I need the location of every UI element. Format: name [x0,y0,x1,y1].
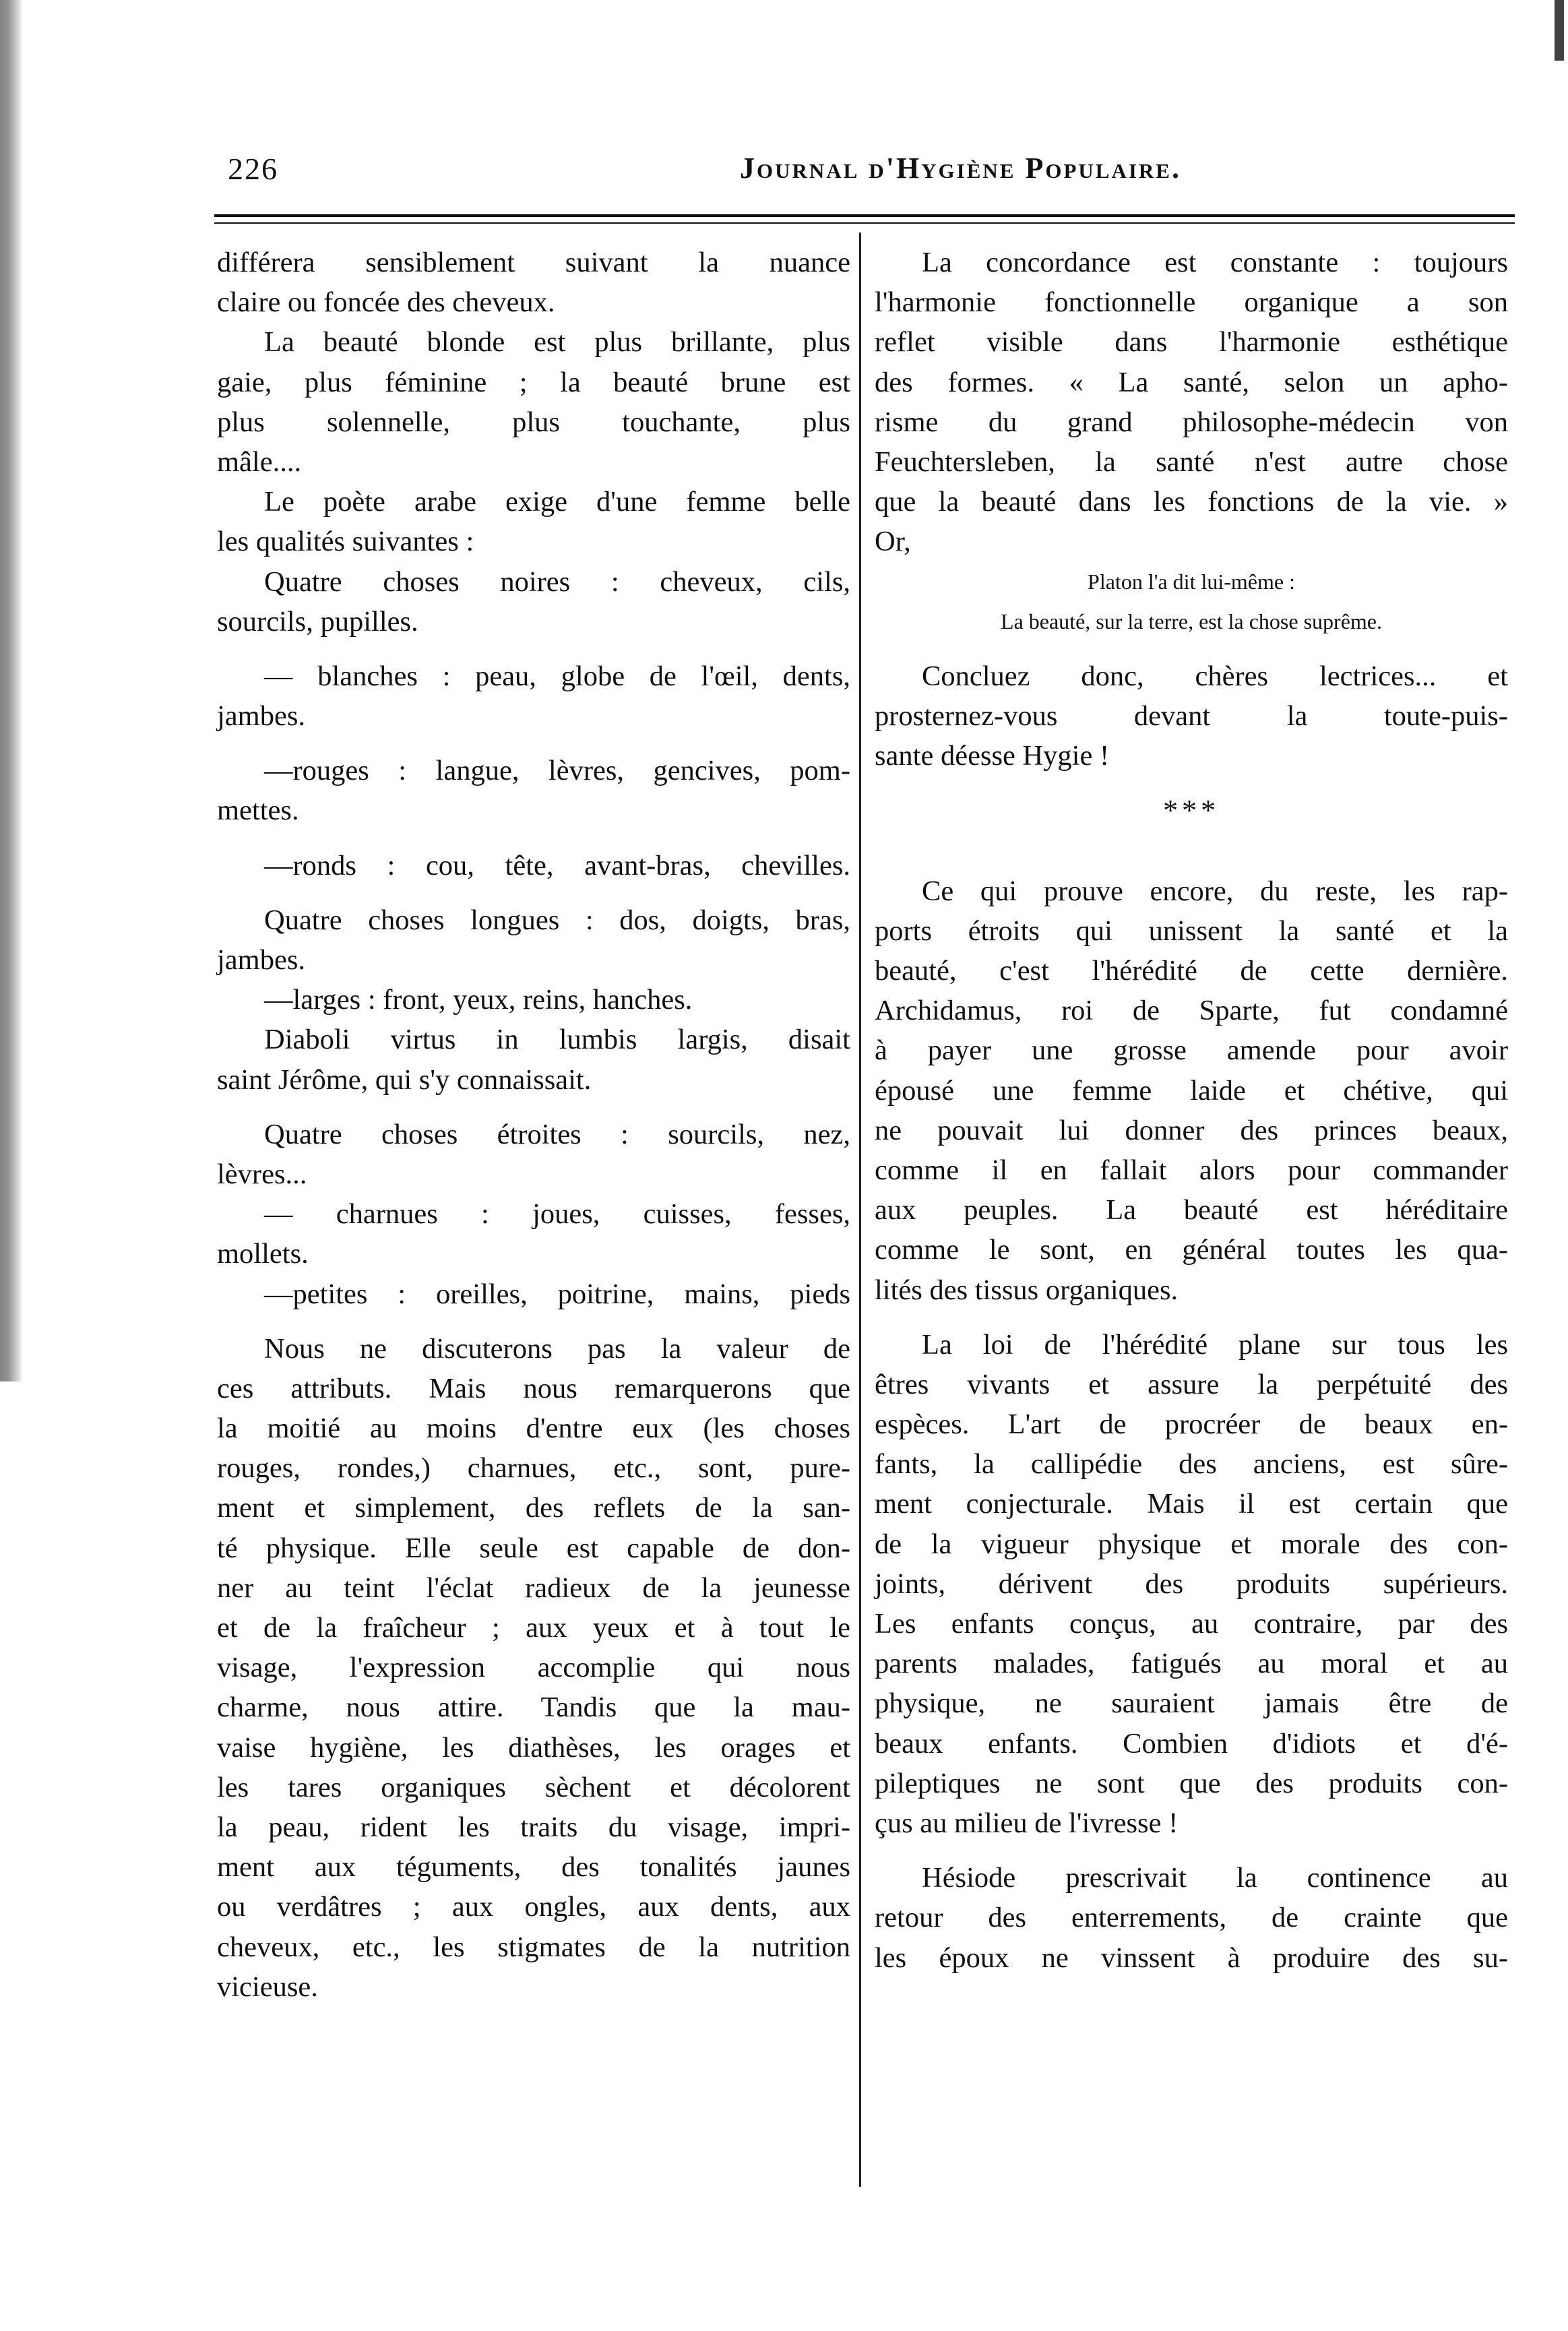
text-line: Hésiode prescrivait la continence au [922,1862,1508,1894]
text-line: parents malades, fatigués au moral et au [875,1648,1508,1680]
column-divider [859,232,861,2187]
text-line: la peau, rident les traits du visage, impri- [217,1811,850,1843]
text-line: La beauté blonde est plus brillante, plus [264,326,850,359]
text-line: ment et simplement, des reflets de la san- [217,1492,850,1524]
text-line: La loi de l'hérédité plane sur tous les [922,1328,1508,1361]
text-line: épousé une femme laide et chétive, qui [875,1074,1508,1107]
text-line: les qualités suivantes : [217,526,474,558]
text-line: —larges : front, yeux, reins, hanches. [264,984,693,1016]
text-line: Nous ne discuterons pas la valeur de [264,1332,850,1365]
text-line: té physique. Elle seule est capable de don- [217,1532,850,1564]
text-line: la moitié au moins d'entre eux (les choses [217,1412,850,1445]
text-line: charme, nous attire. Tandis que la mau- [217,1691,850,1724]
text-line: joints, dérivent des produits supérieurs. [875,1567,1508,1600]
text-line: mettes. [217,795,299,827]
running-title: Journal d'Hygiène Populaire. [740,152,1181,185]
text-line: prosternez-vous devant la toute-puis- [875,700,1508,733]
text-line: —ronds : cou, tête, avant-bras, chevilles. [264,849,850,881]
text-line: Concluez donc, chères lectrices... et [922,660,1508,692]
text-line: différera sensiblement suivant la nuance [217,247,850,278]
text-line: —petites : oreilles, poitrine, mains, pieds [264,1278,850,1310]
text-line: Quatre choses noires : cheveux, cils, [264,565,850,598]
scan-edge-shadow [0,0,23,1381]
text-line: — blanches : peau, globe de l'œil, dents, [264,660,850,692]
text-line: Quatre choses étroites : sourcils, nez, [264,1118,850,1150]
text-line: claire ou foncée des cheveux. [217,286,555,319]
text-line: beauté, c'est l'hérédité de cette dernière. [875,955,1508,987]
text-line: Quatre choses longues : dos, doigts, bras, [264,904,850,936]
text-line: La concordance est constante : toujours [922,247,1508,278]
verse-line: La beauté, sur la terre, est la chose suprême. [1001,609,1382,633]
text-line: ment conjecturale. Mais il est certain que [875,1488,1508,1520]
text-line: jambes. [217,944,306,976]
text-line: ports étroits qui unissent la santé et la [875,914,1508,947]
text-line: Feuchtersleben, la santé n'est autre chose [875,445,1508,478]
text-line: Or, [875,526,911,558]
text-line: beaux enfants. Combien d'idiots et d'é- [875,1727,1508,1760]
header-rule-thick [214,214,1515,217]
text-line: sourcils, pupilles. [217,605,418,638]
text-line: Archidamus, roi de Sparte, fut condamné [875,995,1508,1027]
text-line: rouges, rondes,) charnues, etc., sont, pure- [217,1452,850,1485]
right-column [875,243,1508,1978]
text-line: ner au teint l'éclat radieux de la jeunesse [217,1572,850,1604]
text-line: et de la fraîcheur ; aux yeux et à tout le [217,1612,850,1644]
text-line: lèvres... [217,1158,307,1190]
text-line: comme il en fallait alors pour commander [875,1154,1508,1186]
text-line: Les enfants conçus, au contraire, par des [875,1608,1508,1640]
text-line: visage, l'expression accomplie qui nous [217,1652,850,1684]
left-column [217,243,850,2007]
text-line: ment aux téguments, des tonalités jaunes [217,1851,850,1884]
header-rule-thin [214,222,1515,224]
text-line: physique, ne sauraient jamais être de [875,1687,1508,1720]
verse-line: Platon l'a dit lui-même : [1088,569,1295,594]
page-header [214,150,1515,197]
text-line: Le poète arabe exige d'une femme belle [264,486,850,518]
text-line: lités des tissus organiques. [875,1274,1179,1306]
text-line: à payer une grosse amende pour avoir [875,1034,1508,1067]
text-line: Ce qui prouve encore, du reste, les rap- [922,875,1508,907]
text-line: plus solennelle, plus touchante, plus [217,406,850,438]
text-line: êtres vivants et assure la perpétuité des [875,1368,1508,1400]
text-line: pileptiques ne sont que des produits con- [875,1767,1508,1799]
text-line: jambes. [217,700,306,733]
text-line: cheveux, etc., les stigmates de la nutrition [217,1931,850,1963]
text-line: Diaboli virtus in lumbis largis, disait [264,1024,850,1056]
text-line: mollets. [217,1238,309,1270]
text-line: çus au milieu de l'ivresse ! [875,1807,1179,1839]
scan-corner-mark [1555,0,1564,61]
text-line: ces attributs. Mais nous remarquerons que [217,1372,850,1404]
section-separator: *** [1163,794,1220,828]
text-line: des formes. « La santé, selon un apho- [875,366,1508,398]
text-line: de la vigueur physique et morale des con- [875,1528,1508,1560]
text-line: ne pouvait lui donner des princes beaux, [875,1114,1508,1146]
text-line: retour des enterrements, de crainte que [875,1902,1508,1934]
text-line: vicieuse. [217,1970,318,2003]
text-line: —rouges : langue, lèvres, gencives, pom- [264,755,850,787]
text-line: — charnues : joues, cuisses, fesses, [264,1198,850,1231]
text-line: gaie, plus féminine ; la beauté brune est [217,366,850,398]
text-line: l'harmonie fonctionnelle organique a son [875,286,1508,319]
text-line: fants, la callipédie des anciens, est sûre- [875,1448,1508,1481]
page-number: 226 [228,152,278,186]
text-line: aux peuples. La beauté est héréditaire [875,1194,1508,1226]
text-line: mâle.... [217,445,302,478]
text-line: risme du grand philosophe-médecin von [875,406,1508,438]
text-line: comme le sont, en général toutes les qua- [875,1234,1508,1266]
text-line: espèces. L'art de procréer de beaux en- [875,1408,1508,1441]
text-line: les époux ne vinssent à produire des su- [875,1941,1508,1974]
text-line: ou verdâtres ; aux ongles, aux dents, aux [217,1891,850,1923]
text-line: saint Jérôme, qui s'y connaissait. [217,1063,592,1096]
text-line: que la beauté dans les fonctions de la vie. » [875,486,1508,518]
text-line: reflet visible dans l'harmonie esthétique [875,326,1508,359]
text-line: les tares organiques sèchent et décolorent [217,1771,850,1803]
text-line: sante déesse Hygie ! [875,740,1110,772]
text-line: vaise hygiène, les diathèses, les orages et [217,1731,850,1764]
